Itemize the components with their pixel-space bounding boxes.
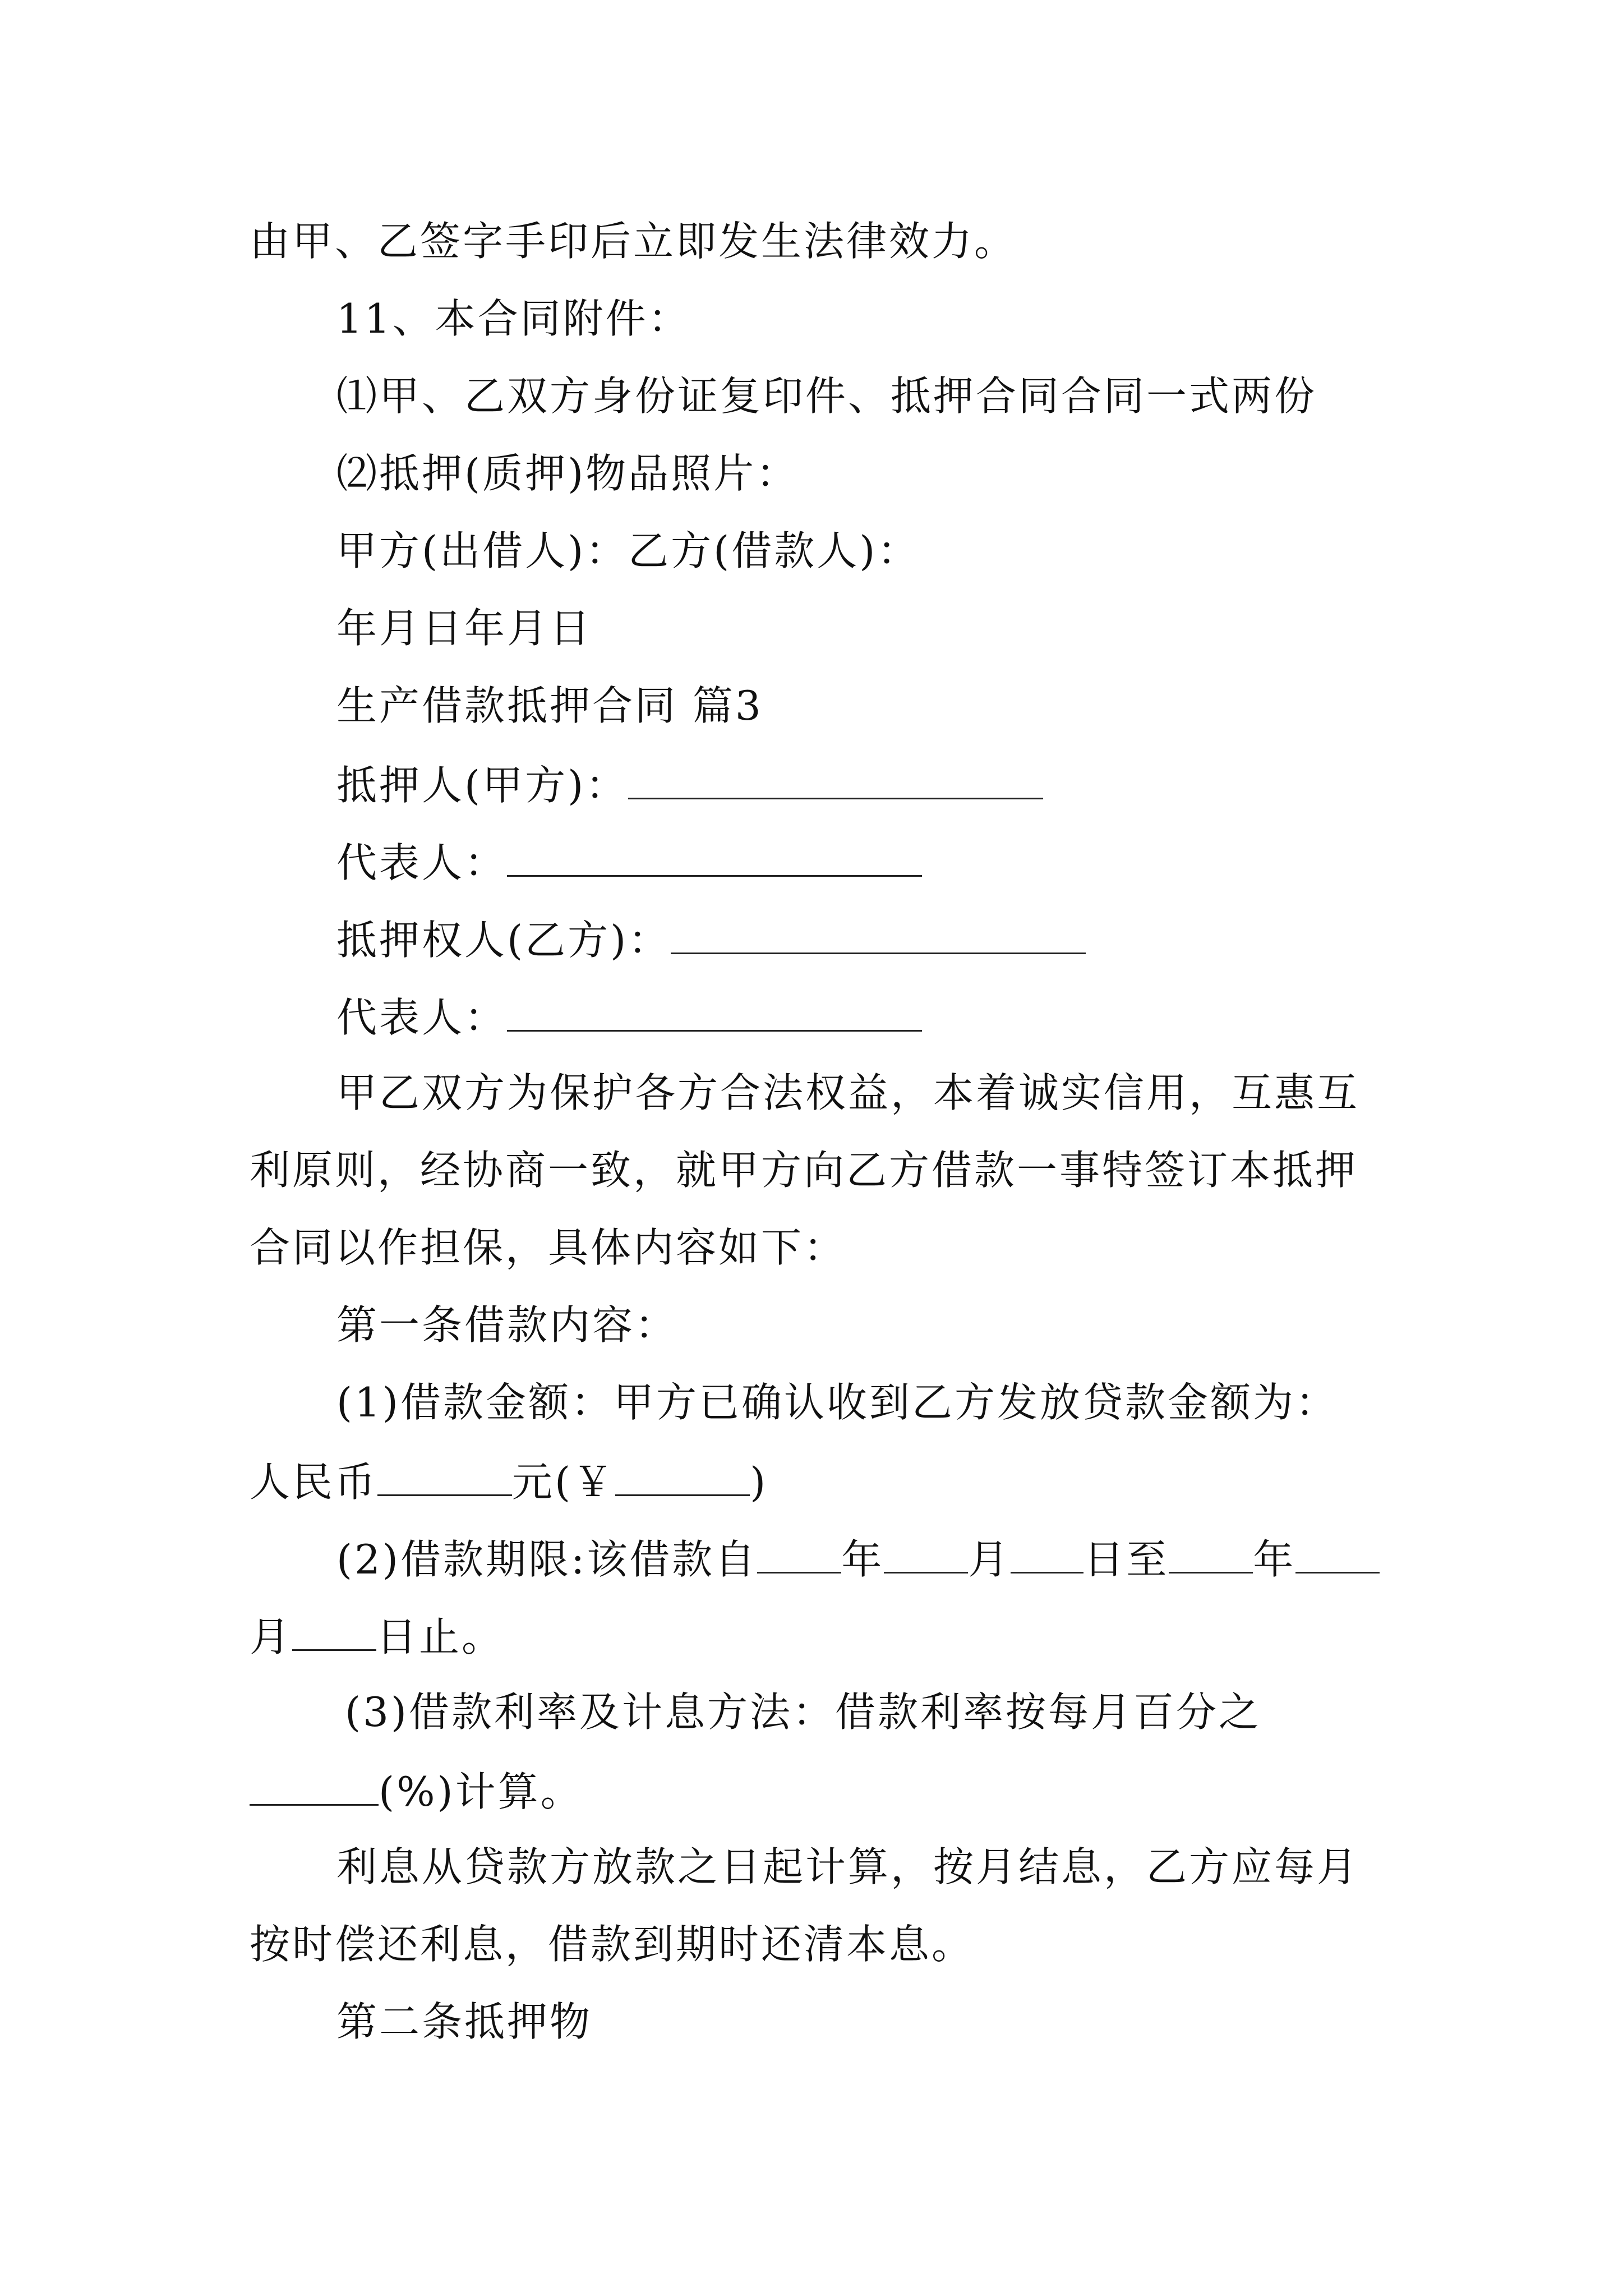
blank-field	[671, 910, 1086, 954]
paragraph-line: 按时偿还利息，借款到期时还清本息。	[250, 1921, 975, 1968]
text-segment: )	[750, 1458, 768, 1506]
representative-line	[336, 832, 922, 891]
blank-field	[507, 832, 922, 877]
term-line	[250, 1607, 504, 1665]
blank-field	[1169, 1529, 1253, 1573]
text-segment: 元(￥	[512, 1458, 616, 1506]
text-segment: 月	[968, 1536, 1011, 1583]
text-segment: 人民币	[250, 1458, 378, 1506]
text-segment: (%)计算。	[379, 1768, 583, 1815]
pledgor-label: 抵押人(甲方)：	[336, 762, 629, 809]
term-line	[336, 1529, 1380, 1588]
text-line: ⑵抵押(质押)物品照片：	[336, 450, 799, 497]
representative-line	[336, 987, 922, 1046]
blank-field	[757, 1529, 841, 1573]
text-segment: (2)借款期限:该借款自	[336, 1536, 758, 1583]
article-heading: 第一条借款内容：	[336, 1301, 678, 1349]
text-segment: 日止。	[376, 1613, 505, 1660]
blank-field	[1295, 1529, 1380, 1573]
paragraph-line: (3)借款利率及计息方法：借款利率按每月百分之	[345, 1688, 1261, 1736]
pledgor-line	[336, 755, 1043, 813]
blank-field	[377, 1452, 512, 1496]
representative-label: 代表人：	[336, 994, 508, 1041]
amount-line	[250, 1452, 768, 1510]
representative-label: 代表人：	[336, 839, 508, 886]
blank-field	[628, 755, 1043, 799]
blank-field	[615, 1452, 750, 1496]
article-heading: 第二条抵押物	[336, 1998, 593, 2045]
text-segment: 年	[1253, 1536, 1296, 1583]
text-segment: 月	[250, 1613, 293, 1660]
blank-field	[507, 987, 922, 1032]
text-segment: 日至	[1083, 1536, 1169, 1583]
blank-field	[250, 1761, 379, 1806]
paragraph-line: 甲乙双方为保护各方合法权益，本着诚实信用，互惠互	[336, 1069, 1360, 1116]
paragraph-line: (1)借款金额：甲方已确认收到乙方发放贷款金额为：	[336, 1379, 1338, 1426]
text-segment: 年	[841, 1536, 884, 1583]
paragraph-line: 利原则，经协商一致，就甲方向乙方借款一事特签订本抵押	[250, 1147, 1358, 1194]
paragraph-line: 合同以作担保，具体内容如下：	[250, 1224, 847, 1271]
section-title: 生产借款抵押合同 篇3	[336, 682, 763, 729]
pledgee-line	[336, 910, 1086, 968]
text-line: ⑴甲、乙双方身份证复印件、抵押合同合同一式两份	[336, 372, 1317, 420]
text-line: 11、本合同附件：	[336, 295, 691, 342]
blank-field	[292, 1607, 376, 1651]
text-line: 由甲、乙签字手印后立即发生法律效力。	[250, 218, 1017, 265]
text-line: 年月日年月日	[336, 605, 593, 652]
rate-line	[250, 1761, 583, 1820]
blank-field	[1011, 1529, 1083, 1573]
blank-field	[884, 1529, 968, 1573]
pledgee-label: 抵押权人(乙方)：	[336, 917, 671, 964]
text-line: 甲方(出借人)：乙方(借款人)：	[336, 527, 920, 574]
paragraph-line: 利息从贷款方放款之日起计算，按月结息，乙方应每月	[336, 1843, 1360, 1890]
